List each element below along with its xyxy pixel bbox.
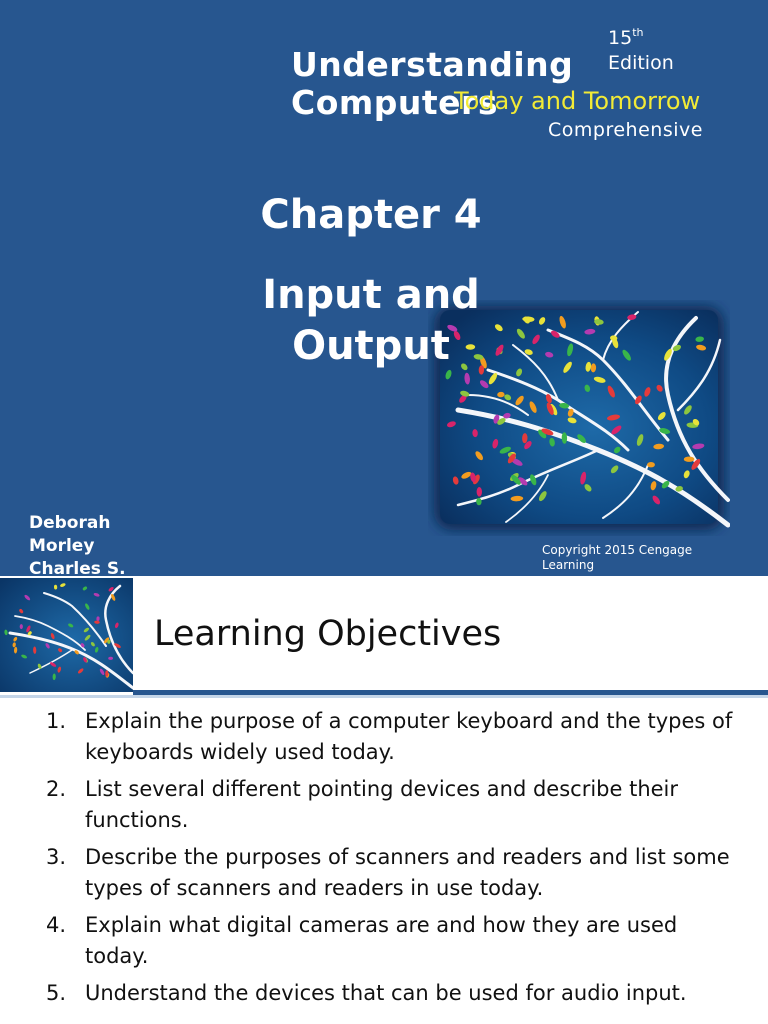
leaf-shape bbox=[20, 624, 23, 629]
list-item-text: Describe the purposes of scanners and readers and list some types of scanners and readers in use today. bbox=[85, 845, 730, 900]
book-variant: Comprehensive bbox=[548, 119, 703, 141]
edition-suffix: th bbox=[632, 26, 644, 39]
list-item-number: 4. bbox=[46, 913, 67, 937]
edition bbox=[608, 20, 674, 76]
list-item bbox=[0, 706, 768, 768]
tree-artwork-icon bbox=[0, 578, 133, 692]
leaf-shape bbox=[684, 457, 695, 462]
book-subtitle: Today and Tomorrow bbox=[454, 87, 701, 115]
book-title-line2: Computers bbox=[291, 83, 498, 122]
title-divider-light bbox=[0, 695, 768, 698]
list-item-text: Understand the devices that can be used for audio input. bbox=[85, 981, 687, 1005]
copyright-notice: Copyright 2015 Cengage Learning bbox=[542, 543, 693, 572]
list-item bbox=[0, 910, 768, 972]
list-item-text: Explain the purpose of a computer keyboard and the types of keyboards widely used today. bbox=[85, 709, 733, 764]
authors bbox=[29, 512, 126, 576]
slide-title: Learning Objectives bbox=[154, 614, 502, 654]
list-item-number: 1. bbox=[46, 709, 67, 733]
list-item bbox=[0, 842, 768, 904]
list-item bbox=[0, 978, 768, 1009]
list-item-number: 2. bbox=[46, 777, 67, 801]
edition-number: 15 bbox=[608, 27, 633, 49]
chapter-title bbox=[0, 270, 742, 372]
list-item bbox=[0, 774, 768, 836]
author-line3: Charles S. bbox=[29, 559, 126, 576]
list-item-number: 5. bbox=[46, 981, 67, 1005]
objectives-list bbox=[0, 706, 768, 1015]
author-line1: Deborah bbox=[29, 513, 111, 533]
chapter-title-line1: Input and bbox=[262, 272, 480, 318]
edition-label: Edition bbox=[608, 52, 674, 74]
slide-header bbox=[0, 576, 768, 692]
book-title-line1: Understanding bbox=[291, 45, 574, 84]
chapter-number: Chapter 4 bbox=[260, 192, 482, 238]
list-item-text: Explain what digital cameras are and how they are used today. bbox=[85, 913, 678, 968]
chapter-title-line2: Output bbox=[292, 323, 450, 369]
list-item-text: List several different pointing devices and describe their functions. bbox=[85, 777, 679, 832]
objectives-slide bbox=[0, 576, 768, 1024]
leaf-shape bbox=[647, 462, 655, 467]
list-item-number: 3. bbox=[46, 845, 67, 869]
author-line2: Morley bbox=[29, 536, 95, 556]
